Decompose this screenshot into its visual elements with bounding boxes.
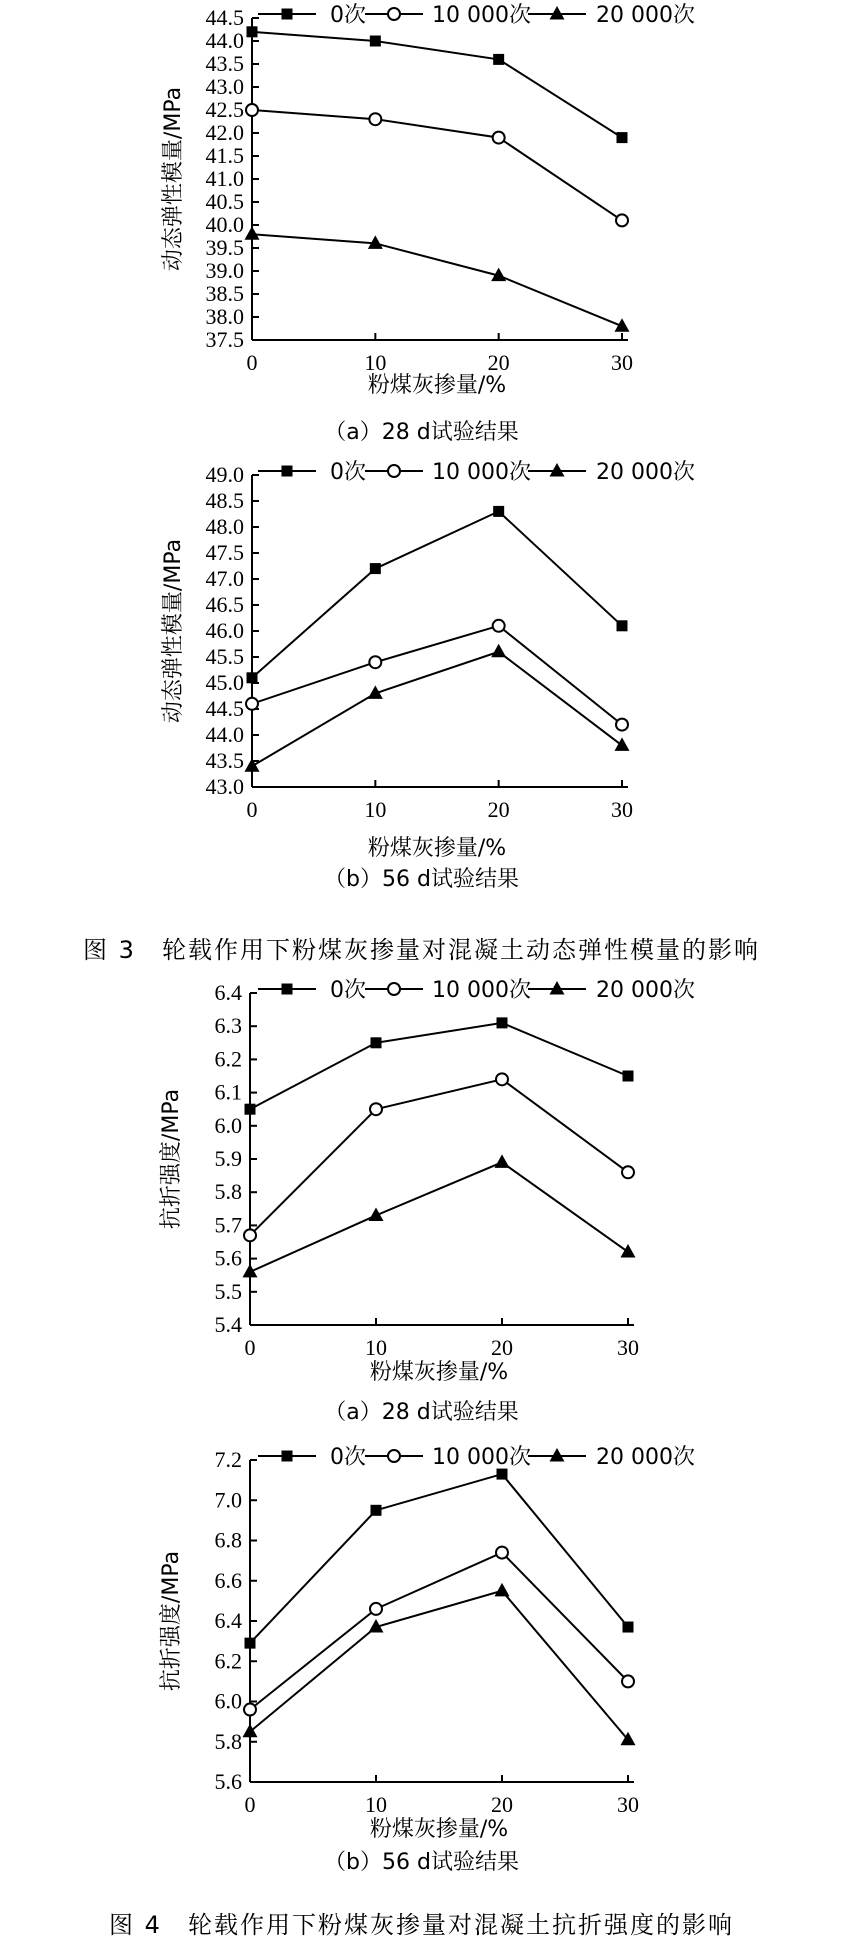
y-tick-label: 44.5 [205,696,244,721]
data-point [622,1166,634,1178]
data-point [623,1071,634,1082]
y-tick-label: 38.5 [205,281,244,306]
y-tick-label: 37.5 [205,327,244,352]
y-tick-label: 40.0 [205,212,244,237]
legend-label: 10 000次 [432,978,531,1003]
series-line [252,110,622,220]
y-tick-label: 38.0 [205,304,244,329]
series-2 [244,1547,634,1716]
y-axis-label: 动态弹性模量/MPa [161,538,186,724]
legend-marker [388,983,400,995]
series-3 [243,1154,636,1277]
x-tick-label: 0 [246,797,258,822]
x-tick-label: 30 [611,350,633,375]
legend-label: 0次 [330,1445,366,1470]
legend-marker [388,1450,400,1462]
data-point [247,672,258,683]
y-tick-label: 42.0 [205,120,244,145]
chart-caption-fig4a: （a）28 d试验结果 [324,1400,519,1425]
y-tick-label: 5.6 [214,1769,242,1794]
y-tick-label: 49.0 [205,462,244,487]
x-axis-label: 粉煤灰掺量/% [367,373,507,398]
chart-caption-fig3b: （b）56 d试验结果 [324,867,519,892]
series-2 [246,620,628,731]
y-tick-label: 6.6 [214,1567,242,1593]
series-line [252,626,622,725]
x-tick-label: 0 [246,350,258,375]
y-tick-label: 6.4 [214,1608,242,1633]
y-tick-label: 39.0 [205,258,244,283]
y-tick-label: 5.6 [214,1245,242,1271]
y-tick-label: 46.0 [205,618,244,643]
legend-marker [550,463,565,477]
chart-caption-fig4b: （b）56 d试验结果 [324,1850,519,1875]
figure3-caption: 图 3 轮载作用下粉煤灰掺量对混凝土动态弹性模量的影响 [83,936,760,964]
y-tick-label: 43.5 [205,748,244,773]
series-2 [244,1073,634,1241]
y-tick-label: 6.1 [214,1079,242,1105]
y-tick-label: 40.5 [205,189,244,214]
chart-fig3b [0,455,843,860]
y-tick-label: 6.0 [214,1688,242,1714]
data-point [496,1547,508,1559]
y-tick-label: 47.0 [205,566,244,591]
y-tick-label: 5.7 [214,1212,242,1238]
data-point [497,1017,508,1028]
x-tick-label: 20 [487,350,510,375]
legend-label: 20 000次 [596,1445,695,1470]
chart-fig4a [0,975,843,1390]
y-tick-label: 41.5 [205,143,244,168]
series-line [252,32,622,138]
x-tick-label: 20 [487,797,510,822]
data-point [246,104,258,116]
x-tick-label: 10 [364,797,387,822]
series-line [250,1023,628,1109]
legend-marker [388,8,400,20]
series-1 [245,1469,634,1649]
data-point [493,506,504,517]
figure4-caption: 图 4 轮载作用下粉煤灰掺量对混凝土抗折强度的影响 [109,1911,734,1939]
data-point [623,1622,634,1633]
series-3 [243,1583,636,1745]
y-tick-label: 7.0 [214,1487,242,1513]
y-tick-label: 5.5 [214,1278,242,1304]
y-tick-label: 47.5 [205,540,244,565]
legend-label: 20 000次 [596,978,695,1003]
y-tick-label: 41.0 [205,166,244,191]
y-tick-label: 6.3 [214,1013,242,1039]
y-axis-label: 抗折强度/MPa [159,1550,184,1692]
legend-marker [550,1448,565,1462]
data-point [371,1505,382,1516]
x-axis-label: 粉煤灰掺量/% [369,1360,509,1385]
data-point [369,656,381,668]
series-1 [247,506,628,683]
data-point [246,698,258,710]
legend-marker [282,9,293,20]
y-tick-label: 6.8 [214,1527,242,1553]
data-point [370,1103,382,1115]
series-line [252,652,622,766]
x-tick-label: 30 [611,797,633,822]
y-tick-label: 7.2 [214,1447,242,1472]
y-tick-label: 6.0 [214,1112,242,1138]
legend-marker [282,466,293,477]
x-tick-label: 0 [244,1335,256,1360]
data-point [616,214,628,226]
data-point [621,1244,636,1258]
legend-label: 20 000次 [596,460,695,485]
legend-marker [282,1451,293,1462]
data-point [497,1469,508,1480]
y-tick-label: 6.4 [214,980,242,1005]
data-point [491,644,506,658]
y-tick-label: 44.0 [205,722,244,747]
legend-label: 20 000次 [596,3,695,28]
chart-fig4b [0,1430,843,1845]
y-tick-label: 43.5 [205,51,244,76]
y-tick-label: 5.4 [214,1312,242,1337]
data-point [244,1704,256,1716]
x-tick-label: 20 [491,1335,513,1360]
x-tick-label: 10 [364,350,387,375]
y-tick-label: 6.2 [214,1046,242,1072]
series-line [252,511,622,677]
data-point [369,113,381,125]
series-1 [245,1017,634,1114]
data-point [370,36,381,47]
data-point [245,1638,256,1649]
data-point [622,1675,634,1687]
x-tick-label: 10 [365,1792,387,1817]
data-point [616,719,628,731]
y-tick-label: 5.8 [214,1728,242,1754]
data-point [371,1037,382,1048]
data-point [243,1264,258,1278]
legend-marker [388,465,400,477]
data-point [493,620,505,632]
series-line [250,1553,628,1710]
legend-label: 10 000次 [432,3,531,28]
y-tick-label: 45.5 [205,644,244,669]
data-point [370,563,381,574]
data-point [615,737,630,751]
y-tick-label: 42.5 [205,97,244,122]
y-tick-label: 6.2 [214,1648,242,1674]
legend [258,3,695,28]
data-point [496,1073,508,1085]
legend-label: 0次 [330,460,366,485]
data-point [243,1724,258,1738]
legend-label: 10 000次 [432,460,531,485]
data-point [245,226,260,240]
legend-label: 0次 [330,3,366,28]
x-axis-label: 粉煤灰掺量/% [367,836,507,860]
chart-caption-fig3a: （a）28 d试验结果 [324,420,519,445]
y-tick-label: 39.5 [205,235,244,260]
y-axis-label: 动态弹性模量/MPa [161,86,186,272]
series-line [250,1474,628,1643]
data-point [244,1229,256,1241]
x-axis-label: 粉煤灰掺量/% [369,1817,509,1842]
data-point [370,1603,382,1615]
legend-marker [282,984,293,995]
data-point [245,1104,256,1115]
series-line [252,234,622,326]
data-point [247,26,258,37]
y-tick-label: 43.0 [205,74,244,99]
series-1 [247,26,628,143]
x-tick-label: 30 [617,1792,639,1817]
y-tick-label: 48.0 [205,514,244,539]
x-tick-label: 20 [491,1792,513,1817]
chart-fig3a [0,0,843,405]
legend-marker [550,6,565,20]
y-tick-label: 44.5 [205,5,244,30]
legend [258,1445,695,1470]
data-point [495,1154,510,1168]
y-tick-label: 5.9 [214,1146,242,1171]
legend-marker [550,981,565,995]
y-tick-label: 48.5 [205,488,244,513]
series-2 [246,104,628,226]
y-tick-label: 46.5 [205,592,244,617]
data-point [617,132,628,143]
data-point [493,132,505,144]
x-tick-label: 30 [617,1335,639,1360]
series-3 [245,644,630,772]
legend [258,460,695,485]
legend [258,978,695,1003]
y-tick-label: 44.0 [205,28,244,53]
legend-label: 0次 [330,978,366,1003]
y-tick-label: 43.0 [205,774,244,799]
x-tick-label: 0 [244,1792,256,1817]
data-point [493,54,504,65]
y-tick-label: 5.8 [214,1179,242,1205]
data-point [617,620,628,631]
series-3 [245,226,630,332]
y-axis-label: 抗折强度/MPa [159,1088,184,1230]
x-tick-label: 10 [365,1335,387,1360]
legend-label: 10 000次 [432,1445,531,1470]
data-point [495,1583,510,1597]
y-tick-label: 45.0 [205,670,244,695]
